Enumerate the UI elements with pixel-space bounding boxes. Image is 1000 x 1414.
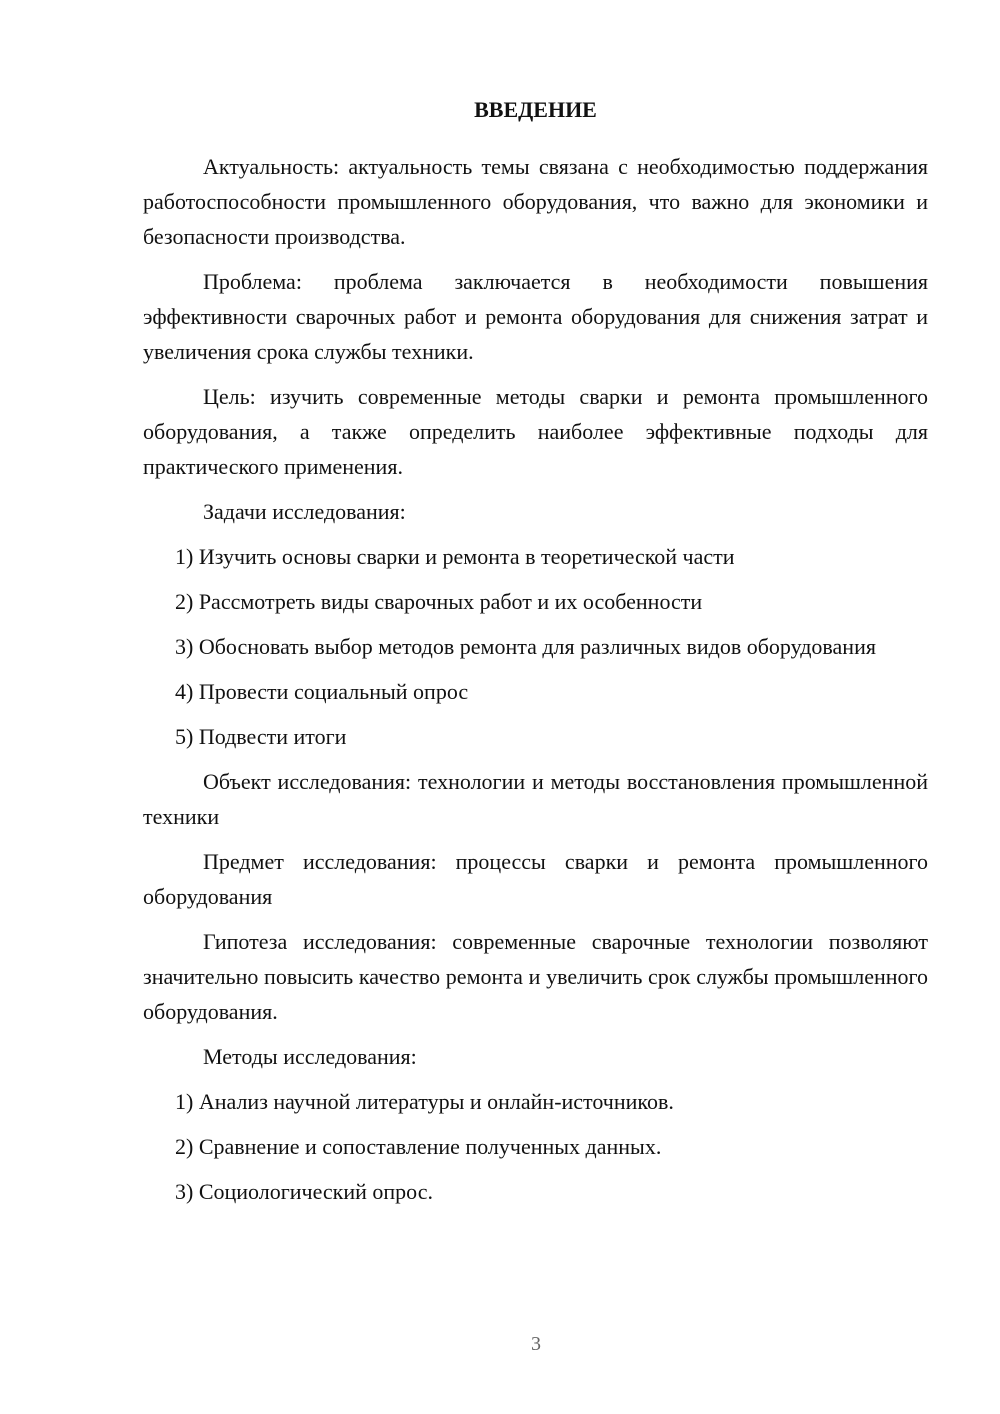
goal-paragraph: Цель: изучить современные методы сварки и ремонта промышленного оборудования, а также определить наиболее эффективные подходы для практического применения. [143,384,928,479]
methods-heading: Методы исследования: [203,1044,417,1069]
task-item: 4) Провести социальный опрос [175,679,469,704]
page-number: 3 [531,1333,541,1355]
problem-paragraph: Проблема: проблема заключается в необходимости повышения эффективности сварочных работ и ремонта оборудования для снижения затрат и увеличения срока службы техники. [143,269,928,364]
task-item: 1) Изучить основы сварки и ремонта в теоретической части [175,544,735,569]
relevance-paragraph: Актуальность: актуальность темы связана с необходимостью поддержания работоспособности промышленного оборудования, что важно для экономики и безопасности производства. [143,154,928,249]
page-title: ВВЕДЕНИЕ [474,97,597,122]
task-item: 2) Рассмотреть виды сварочных работ и их особенности [175,589,703,614]
hypothesis-paragraph: Гипотеза исследования: современные сварочные технологии позволяют значительно повысить качество ремонта и увеличить срок службы промышленного оборудования. [143,929,928,1024]
task-item: 5) Подвести итоги [175,724,347,749]
method-item: 1) Анализ научной литературы и онлайн-источников. [175,1089,674,1114]
method-item: 2) Сравнение и сопоставление полученных данных. [175,1134,662,1159]
method-item: 3) Социологический опрос. [175,1179,433,1204]
subject-paragraph: Предмет исследования: процессы сварки и ремонта промышленного оборудования [143,849,928,909]
tasks-heading: Задачи исследования: [203,499,406,524]
task-item: 3) Обосновать выбор методов ремонта для различных видов оборудования [175,634,876,659]
object-paragraph: Объект исследования: технологии и методы восстановления промышленной техники [143,769,928,829]
document-body [143,92,928,1219]
